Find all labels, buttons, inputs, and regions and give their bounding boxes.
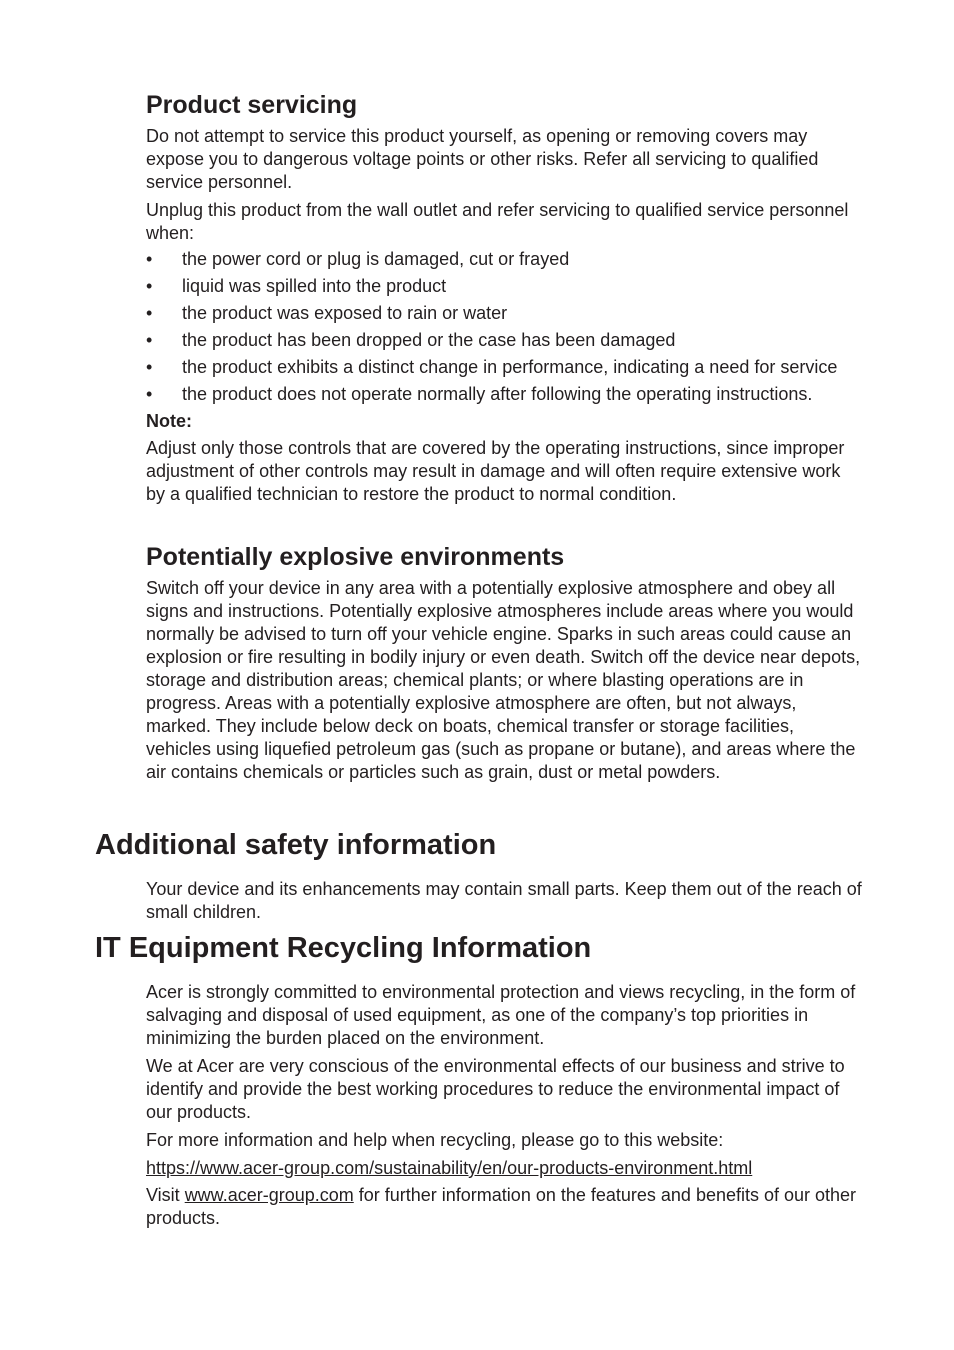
bullet-icon: • bbox=[146, 249, 153, 269]
explosive-section bbox=[146, 542, 862, 784]
product-servicing-heading: Product servicing bbox=[146, 91, 358, 119]
additional-safety-heading: Additional safety information bbox=[95, 829, 497, 861]
bullet-icon: • bbox=[146, 276, 153, 296]
list-item bbox=[146, 302, 862, 325]
acer-group-link[interactable]: www.acer-group.com bbox=[184, 1185, 354, 1205]
visit-paragraph bbox=[146, 1184, 862, 1230]
list-item-text: the product has been dropped or the case has been damaged bbox=[182, 330, 676, 350]
recycling-para-3: For more information and help when recycling, please go to this website: bbox=[146, 1130, 724, 1150]
bullet-icon: • bbox=[146, 357, 153, 377]
recycling-heading: IT Equipment Recycling Information bbox=[95, 932, 592, 964]
bullet-icon: • bbox=[146, 384, 153, 404]
list-item-text: the product does not operate normally after following the operating instructions. bbox=[182, 384, 813, 404]
additional-safety-section bbox=[146, 878, 862, 924]
product-servicing-para-2: Unplug this product from the wall outlet and refer servicing to qualified service personnel when: bbox=[146, 200, 849, 243]
recycling-section bbox=[146, 981, 862, 1230]
bullet-icon: • bbox=[146, 330, 153, 350]
list-item-text: the product was exposed to rain or water bbox=[182, 303, 508, 323]
list-item bbox=[146, 248, 862, 271]
note-label: Note: bbox=[146, 411, 192, 431]
explosive-heading: Potentially explosive environments bbox=[146, 543, 565, 571]
recycling-website-link[interactable]: https://www.acer-group.com/sustainability/en/our-products-environment.html bbox=[146, 1158, 753, 1178]
additional-safety-para: Your device and its enhancements may contain small parts. Keep them out of the reach of small children. bbox=[146, 879, 862, 922]
list-item-text: the product exhibits a distinct change in performance, indicating a need for service bbox=[182, 357, 838, 377]
list-item-text: liquid was spilled into the product bbox=[182, 276, 447, 296]
servicing-conditions-list bbox=[146, 248, 862, 406]
product-servicing-section bbox=[146, 90, 862, 506]
recycling-para-1: Acer is strongly committed to environmental protection and views recycling, in the form of salvaging and disposal of used equipment, as one of the company’s top priorities in minimizing the burden placed on the environment. bbox=[146, 982, 856, 1048]
list-item bbox=[146, 329, 862, 352]
visit-prefix: Visit bbox=[146, 1185, 185, 1205]
recycling-para-2: We at Acer are very conscious of the environmental effects of our business and strive to identify and provide the best working procedures to reduce the environmental impact of our products. bbox=[146, 1056, 845, 1122]
bullet-icon: • bbox=[146, 303, 153, 323]
explosive-para: Switch off your device in any area with a potentially explosive atmosphere and obey all signs and instructions. Potentially explosive atmospheres include areas where you would normally be advised to turn off your vehicle engine. Sparks in such areas could cause an explosion or fire resulting in bodily injury or even death. Switch off the device near depots, storage and distribution areas; chemical plants; or where blasting operations are in progress. Areas with a potentially explosive atmosphere are often, but not always, marked. They include below deck on boats, chemical transfer or storage facilities, vehicles using liquefied petroleum gas (such as propane or butane), and areas where the air contains chemicals or particles such as grain, dust or metal powders. bbox=[146, 578, 861, 782]
list-item bbox=[146, 275, 862, 298]
list-item-text: the power cord or plug is damaged, cut or frayed bbox=[182, 249, 570, 269]
note-text: Adjust only those controls that are covered by the operating instructions, since improper adjustment of other controls may result in damage and will often require extensive work by a qualified technician to restore the product to normal condition. bbox=[146, 438, 845, 504]
recycling-link-line bbox=[146, 1157, 862, 1180]
product-servicing-para-1: Do not attempt to service this product yourself, as opening or removing covers may expose you to dangerous voltage points or other risks. Refer all servicing to qualified service personnel. bbox=[146, 126, 819, 192]
visit-suffix: for further information on the features and benefits of our other products. bbox=[146, 1185, 857, 1228]
list-item bbox=[146, 383, 862, 406]
list-item bbox=[146, 356, 862, 379]
